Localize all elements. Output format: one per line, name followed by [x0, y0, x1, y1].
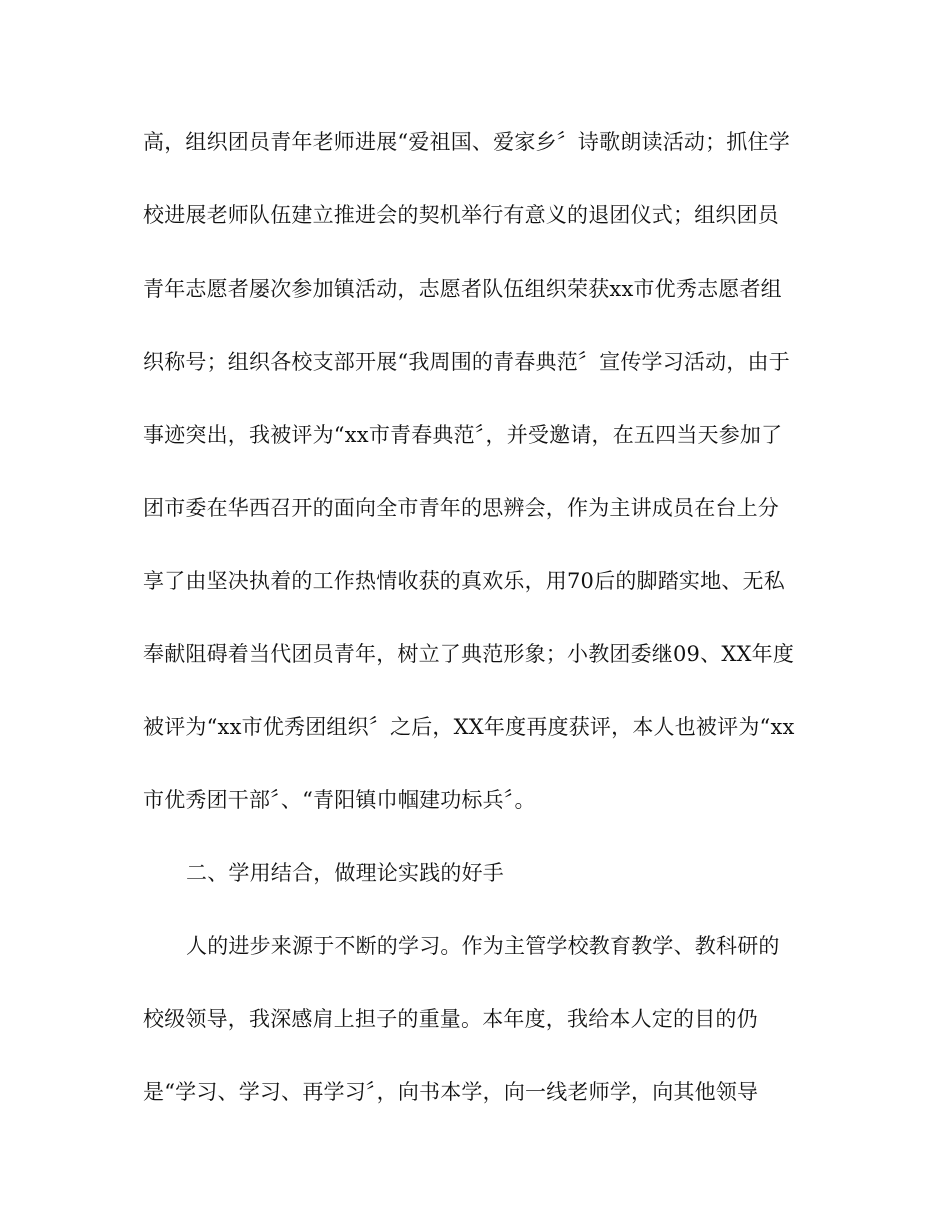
text-line: 市优秀团干部〞、“青阳镇巾帼建功标兵〞。 — [143, 788, 536, 812]
text-line: 青年志愿者屡次参加镇活动，志愿者队伍组织荣获xx市优秀志愿者组 — [143, 277, 782, 301]
text-line: 是“学习、学习、再学习〞，向书本学，向一线老师学，向其他领导 — [143, 1080, 759, 1104]
text-line: 高，组织团员青年老师进展“爱祖国、爱家乡〞诗歌朗读活动；抓住学 — [143, 130, 790, 154]
text-line: 奉献阻碍着当代团员青年，树立了典范形象；小教团委继09、XX年度 — [143, 642, 795, 666]
text-line: 事迹突出，我被评为“xx市青春典范〞，并受邀请，在五四当天参加了 — [143, 423, 783, 447]
section-heading: 二、学用结合，做理论实践的好手 — [186, 861, 504, 885]
text-line: 校进展老师队伍建立推进会的契机举行有意义的退团仪式；组织团员 — [143, 203, 779, 227]
text-line: 享了由坚决执着的工作热情收获的真欢乐，用70后的脚踏实地、无私 — [143, 569, 785, 593]
paragraph-first-line: 人的进步来源于不断的学习。作为主管学校教育教学、教科研的 — [186, 934, 780, 958]
text-line: 校级领导，我深感肩上担子的重量。本年度，我给本人定的目的仍 — [143, 1007, 758, 1031]
text-line: 被评为“xx市优秀团组织〞之后，XX年度再度获评，本人也被评为“xx — [143, 715, 795, 739]
text-line: 织称号；组织各校支部开展“我周围的青春典范〞宣传学习活动，由于 — [143, 350, 790, 374]
text-line: 团市委在华西召开的面向全市青年的思辨会，作为主讲成员在台上分 — [143, 496, 779, 520]
